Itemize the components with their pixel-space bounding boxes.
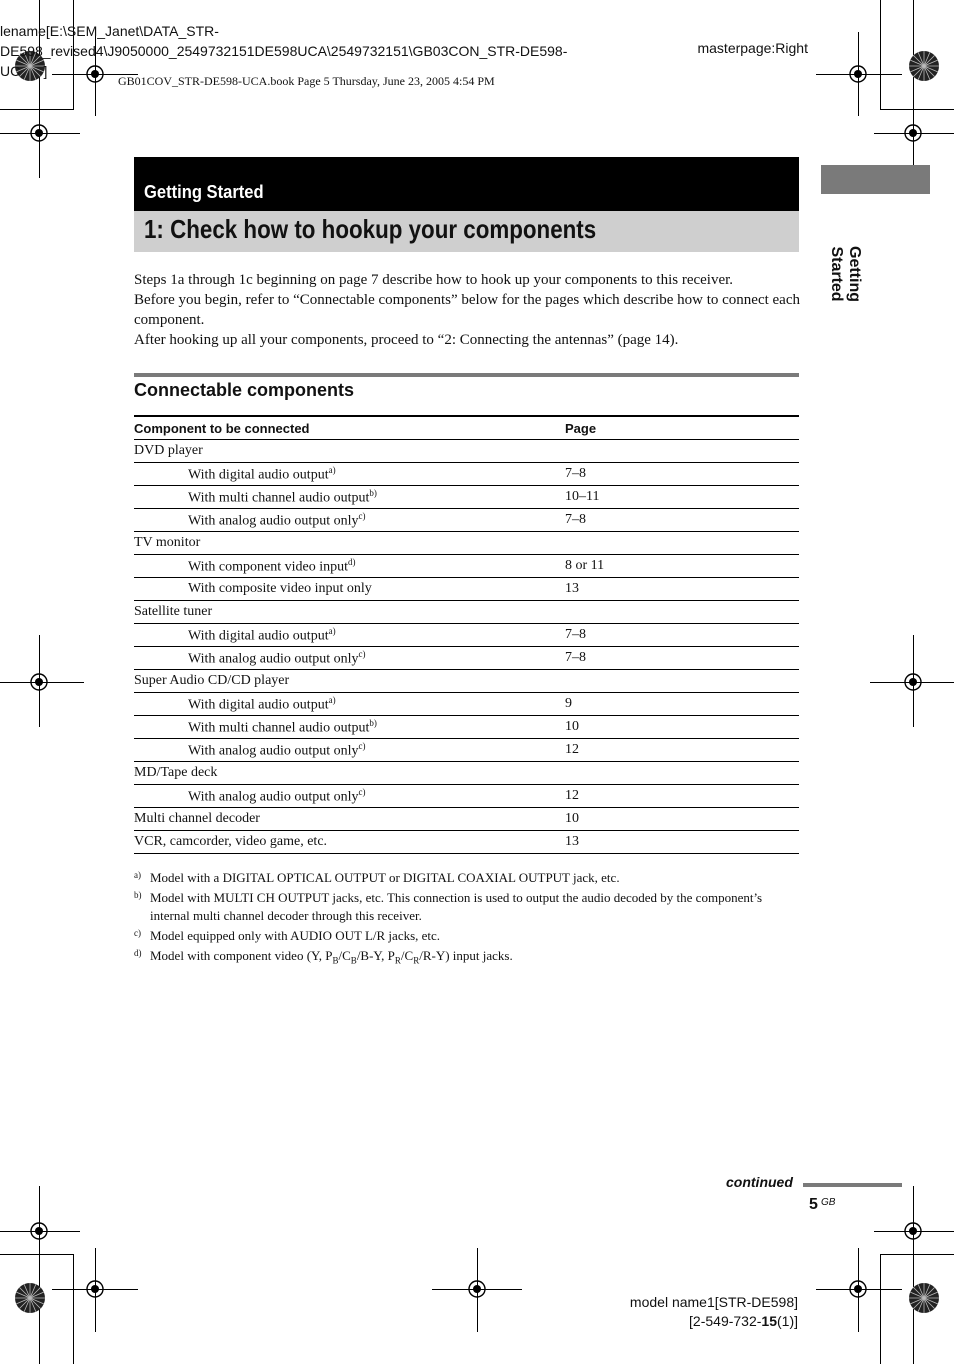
component-cell: With multi channel audio output$^{b)}$: [134, 716, 565, 739]
model-code: [2-549-732-15(1)]: [689, 1313, 798, 1329]
registration-mark-icon: [903, 123, 923, 143]
table-row: [134, 555, 799, 578]
component-cell: Super Audio CD/CD player: [134, 670, 565, 693]
component-cell: Satellite tuner: [134, 601, 565, 624]
table-row: [134, 578, 799, 601]
side-tab-label: Getting Started: [828, 246, 863, 302]
section-label: Getting Started: [144, 182, 264, 202]
table-row: [134, 785, 799, 808]
page-cell: 9: [565, 693, 799, 716]
model-name: model name1[STR-DE598]: [629, 1294, 798, 1310]
continued-label: continued: [726, 1174, 793, 1190]
component-cell: With multi channel audio output$^{b)}$: [134, 486, 565, 509]
intro-paragraph: Before you begin, refer to “Connectable components” below for the pages which describe how to connect each component.: [134, 292, 800, 328]
table-row: [134, 831, 799, 854]
page-cell: [565, 601, 799, 624]
subheading: Connectable components: [134, 380, 355, 400]
component-cell: With composite video input only: [134, 578, 565, 601]
registration-mark-icon: [29, 672, 49, 692]
footnote-a: [134, 869, 794, 887]
table-row: [134, 716, 799, 739]
table-row: [134, 808, 799, 831]
registration-mark-icon: [848, 64, 868, 84]
page-cell: [565, 532, 799, 555]
star-target-icon: [908, 1282, 940, 1314]
table-row: [134, 647, 799, 670]
table-row: [134, 624, 799, 647]
footnote-d: [134, 947, 794, 970]
star-target-icon: [14, 1282, 46, 1314]
component-cell: DVD player: [134, 440, 565, 463]
filename-overlay: lename[E:\SEM_Janet\DATA_STR- DE598_revised4\J9050000_2549732151DE598UCA\2549732151\GB03CON_STR-DE598- UC ]: [0, 23, 568, 79]
page-cell: 10: [565, 716, 799, 739]
page-cell: [565, 440, 799, 463]
components-table: [134, 415, 799, 854]
page-cell: 12: [565, 739, 799, 762]
page-cell: 13: [565, 831, 799, 854]
intro-paragraph: Steps 1a through 1c beginning on page 7 describe how to hook up your components to this receiver.: [134, 272, 734, 288]
component-cell: With analog audio output only$^{c)}$: [134, 647, 565, 670]
page-title: 1: Check how to hookup your components: [144, 214, 597, 244]
table-row: [134, 509, 799, 532]
side-tab: [821, 165, 930, 194]
table-row: [134, 693, 799, 716]
component-cell: MD/Tape deck: [134, 762, 565, 785]
component-cell: With analog audio output only$^{c)}$: [134, 739, 565, 762]
table-row: [134, 532, 799, 555]
masterpage-label: masterpage:Right: [697, 40, 808, 56]
footnote-text: Model equipped only with AUDIO OUT L/R jacks, etc.: [150, 928, 441, 943]
footnote-c: [134, 927, 794, 945]
table-row: [134, 739, 799, 762]
component-cell: With analog audio output only$^{c)}$: [134, 509, 565, 532]
table-row: [134, 601, 799, 624]
page-cell: 10–11: [565, 486, 799, 509]
book-info-line: GB01COV_STR-DE598-UCA.book Page 5 Thursday, June 23, 2005 4:54 PM: [118, 74, 495, 88]
component-cell: With digital audio output$^{a)}$: [134, 624, 565, 647]
registration-mark-icon: [29, 1221, 49, 1241]
subheading-rule: [134, 373, 799, 377]
component-cell: With component video input$^{d)}$: [134, 555, 565, 578]
registration-mark-icon: [903, 672, 923, 692]
continued-bar: [803, 1183, 902, 1187]
registration-mark-icon: [903, 1221, 923, 1241]
page-cell: 7–8: [565, 463, 799, 486]
intro-paragraph: After hooking up all your components, proceed to “2: Connecting the antennas” (page 14).: [134, 332, 679, 348]
star-target-icon: [908, 50, 940, 82]
footnote-text: Model with component video (Y, $P_B/C_B/B-Y$, $P_R/C_R/R-Y$) input jacks.: [150, 948, 513, 966]
table-row: [134, 762, 799, 785]
footnote-marker: a): [134, 870, 141, 880]
page-cell: 12: [565, 785, 799, 808]
component-cell: Multi channel decoder: [134, 808, 565, 831]
footnote-b: [134, 889, 794, 925]
footnote-marker: c): [134, 928, 141, 938]
footnote-marker: b): [134, 890, 142, 900]
component-cell: VCR, camcorder, video game, etc.: [134, 831, 565, 854]
component-cell: TV monitor: [134, 532, 565, 555]
registration-mark-icon: [85, 1279, 105, 1299]
intro-text: [134, 270, 802, 350]
footnote-text: Model with MULTI CH OUTPUT jacks, etc. This connection is used to output the audio decoded by the component’s internal multi channel decoder through this receiver.: [150, 890, 763, 923]
table-row: [134, 670, 799, 693]
footnote-marker: d): [134, 948, 142, 958]
page-number-suffix: GB: [821, 1197, 836, 1208]
table-row: [134, 486, 799, 509]
page-cell: 8 or 11: [565, 555, 799, 578]
model-info: [630, 1293, 798, 1331]
page-cell: 13: [565, 578, 799, 601]
column-header-page: Page: [565, 416, 799, 440]
registration-mark-icon: [467, 1279, 487, 1299]
component-cell: With digital audio output$^{a)}$: [134, 693, 565, 716]
page-cell: 7–8: [565, 624, 799, 647]
table-header-row: [134, 416, 799, 440]
footnotes: [134, 869, 794, 972]
registration-mark-icon: [848, 1279, 868, 1299]
column-header-component: Component to be connected: [134, 416, 565, 440]
page-cell: [565, 762, 799, 785]
page-cell: [565, 670, 799, 693]
page-cell: 7–8: [565, 647, 799, 670]
table-body: [134, 440, 799, 854]
page-cell: 7–8: [565, 509, 799, 532]
table-row: [134, 440, 799, 463]
table-row: [134, 463, 799, 486]
component-cell: With analog audio output only$^{c)}$: [134, 785, 565, 808]
page-number: 5: [809, 1196, 818, 1213]
footnote-text: Model with a DIGITAL OPTICAL OUTPUT or DIGITAL COAXIAL OUTPUT jack, etc.: [150, 870, 620, 885]
page-cell: 10: [565, 808, 799, 831]
registration-mark-icon: [29, 123, 49, 143]
component-cell: With digital audio output$^{a)}$: [134, 463, 565, 486]
